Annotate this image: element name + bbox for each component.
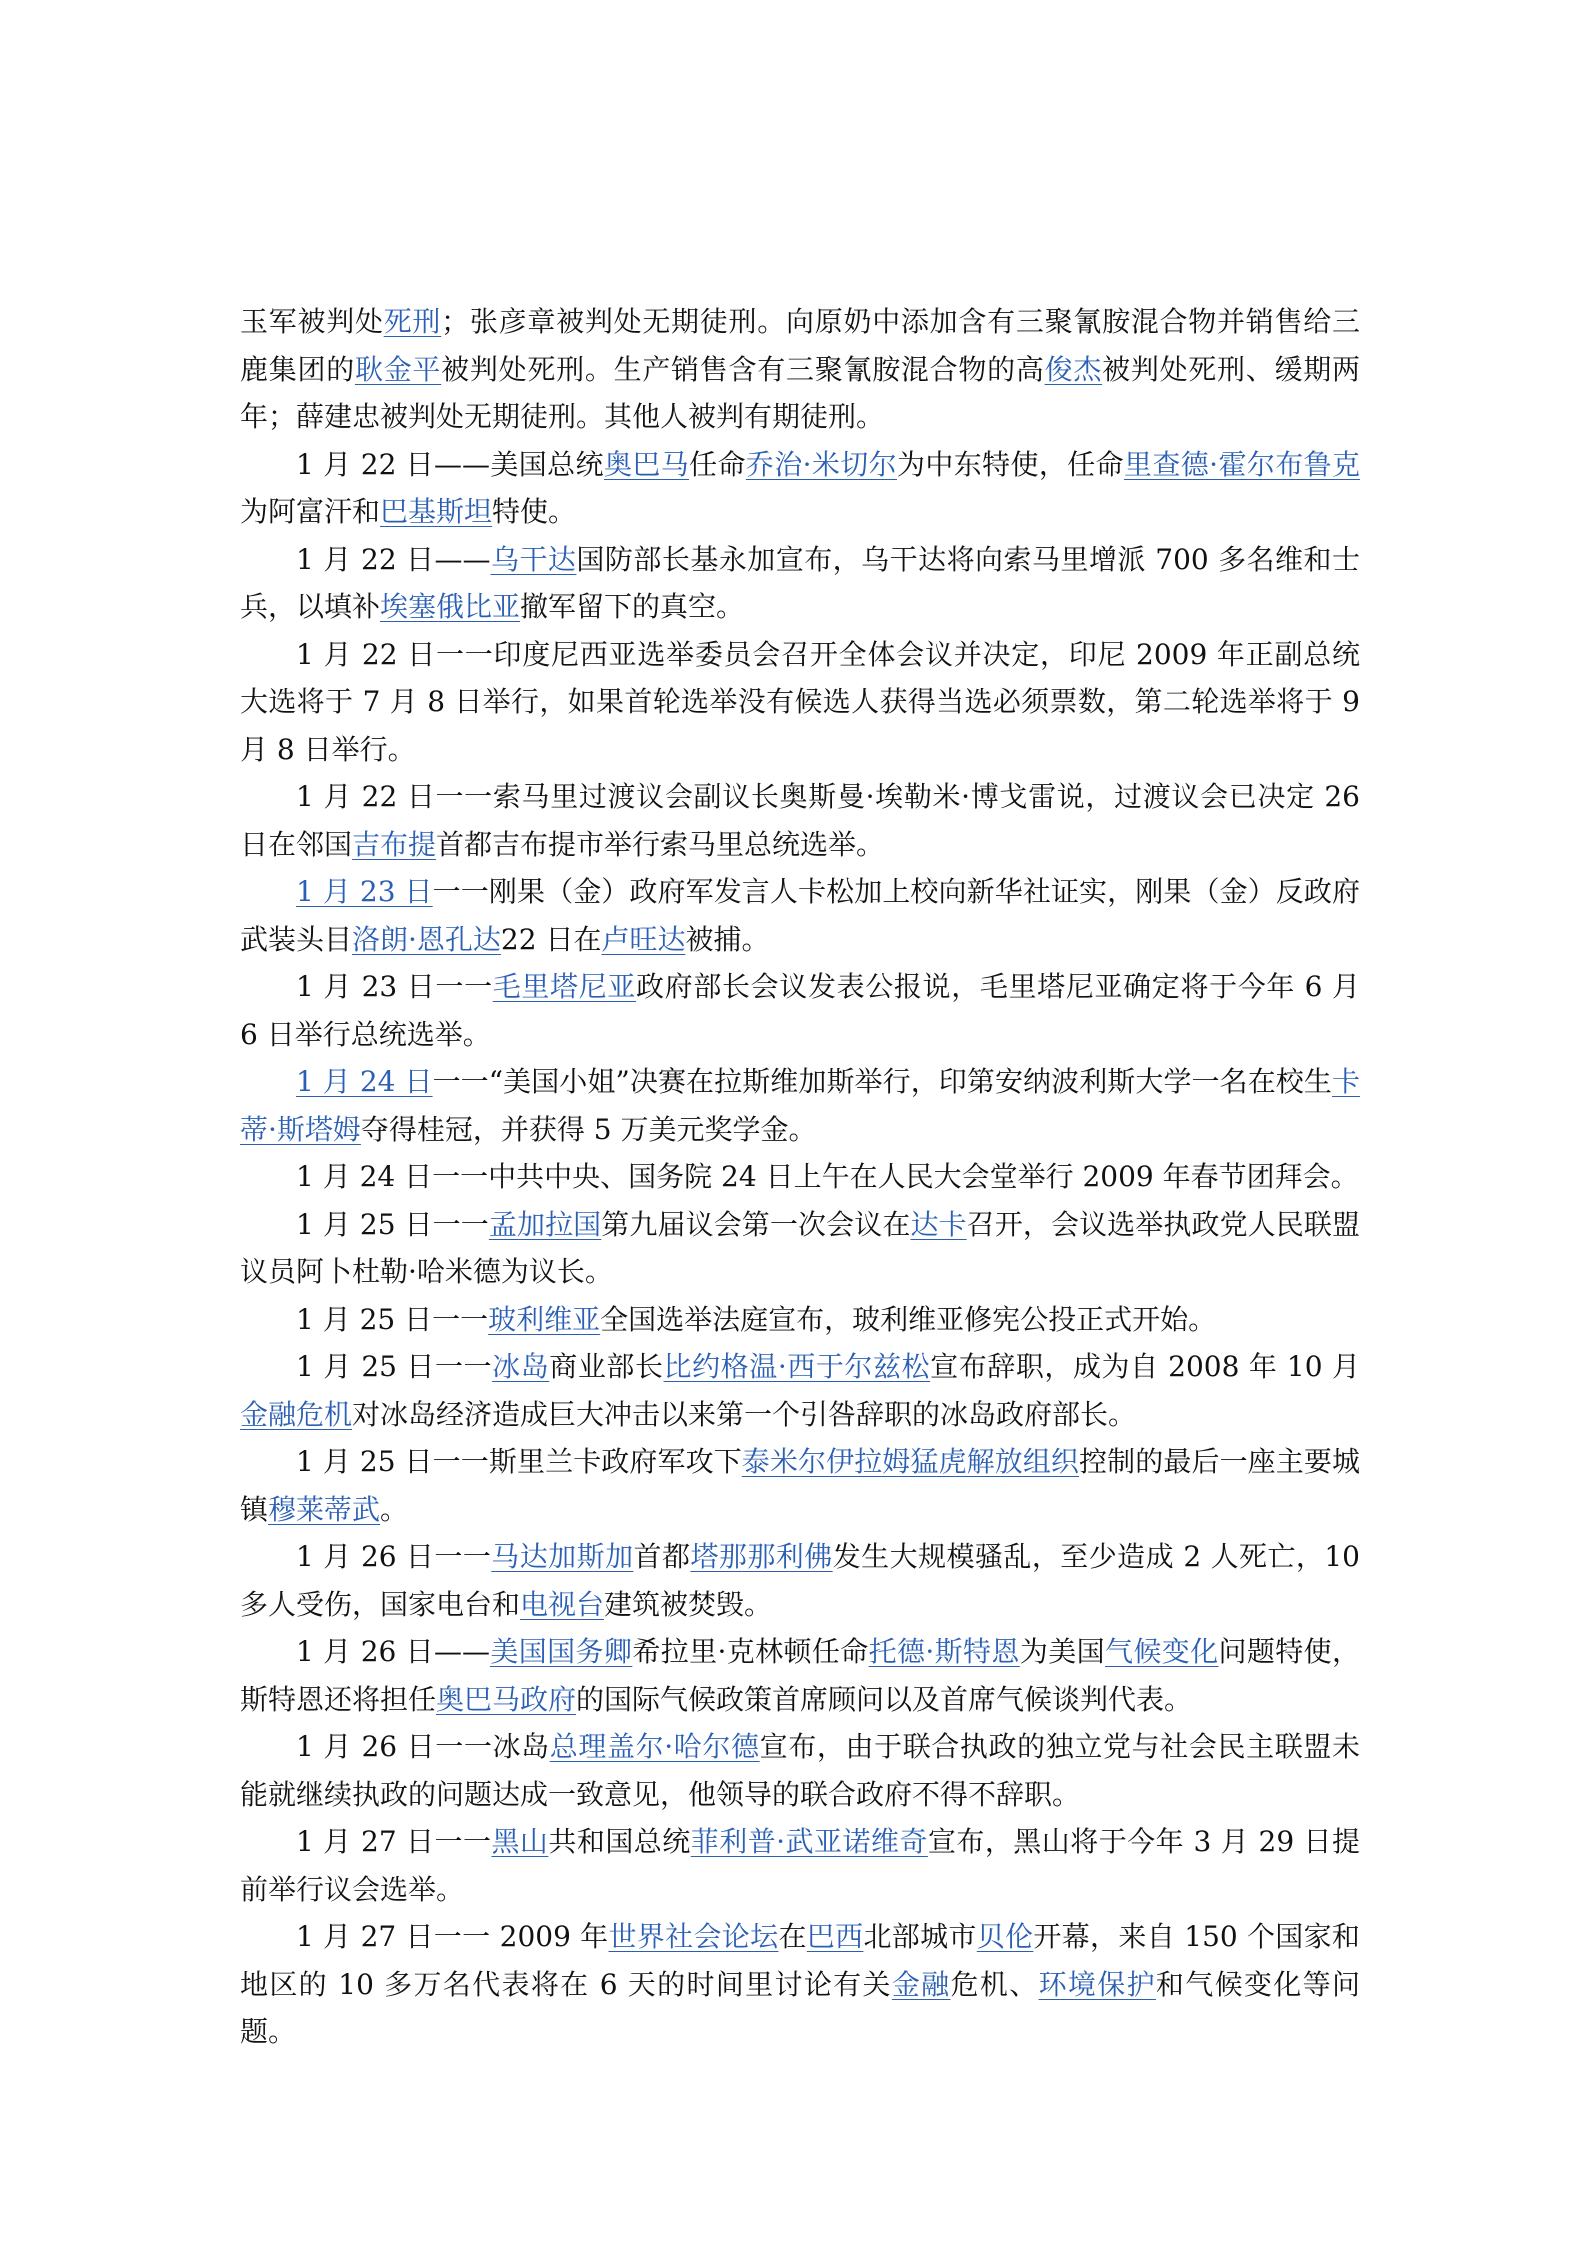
hyperlink[interactable]: 乔治·米切尔: [745, 447, 898, 481]
paragraph-text: 的国际气候政策首席顾问以及首席气候谈判代表。: [576, 1682, 1193, 1716]
paragraph-text: 被判处死刑。生产销售含有三聚氰胺混合物的高: [441, 352, 1045, 386]
paragraph: [240, 1533, 1360, 1628]
paragraph-text: 首都吉布提市举行索马里总统选举。: [436, 827, 885, 861]
hyperlink[interactable]: 比约格温·西于尔兹松: [663, 1350, 931, 1383]
paragraph-text: 1 月 22 日一一索马里过渡议会副议长奥斯曼·埃勒米·博戈雷说，过渡议会已决定 26 日在邻国: [240, 780, 1360, 861]
paragraph: [240, 298, 1360, 441]
hyperlink[interactable]: 孟加拉国: [488, 1207, 602, 1241]
paragraph-text: 1 月 24 日一一中共中央、国务院 24 日上午在人民大会堂举行 2009 年春节团拜会。: [296, 1160, 1359, 1193]
hyperlink[interactable]: 巴基斯坦: [380, 495, 493, 528]
paragraph-text: 希拉里·克林顿任命: [632, 1635, 869, 1668]
paragraph: [240, 631, 1360, 774]
paragraph-text: 宣布辞职，成为自 2008 年 10 月: [930, 1350, 1360, 1383]
paragraph-text: 1 月 22 日——: [296, 542, 491, 576]
hyperlink[interactable]: 托德·斯特恩: [868, 1635, 1020, 1668]
paragraph-text: 全国选举法庭宣布，玻利维亚修宪公投正式开始。: [600, 1302, 1217, 1336]
hyperlink[interactable]: 马达加斯加: [491, 1540, 634, 1573]
paragraph-text: 对冰岛经济造成巨大冲击以来第一个引咎辞职的冰岛政府部长。: [352, 1397, 1137, 1431]
hyperlink[interactable]: 达卡: [910, 1207, 967, 1241]
paragraph-text: 宣布，黑山将于今年 3 月 29 日提前举行议会选举。: [240, 1825, 1360, 1906]
paragraph-text: 商业部长: [549, 1350, 664, 1383]
paragraph-text: 开幕，来自 150 个国家和地区的 10 多万名代表将在 6 天的时间里讨论有关: [240, 1920, 1360, 2001]
paragraph: [240, 868, 1360, 963]
paragraph-text: 22 日在: [500, 922, 602, 956]
hyperlink[interactable]: 玻利维亚: [488, 1302, 601, 1336]
paragraph-text: 一一“美国小姐”决赛在拉斯维加斯举行，印第安纳波利斯大学一名在校生: [432, 1065, 1332, 1098]
hyperlink[interactable]: 巴西: [806, 1920, 864, 1953]
hyperlink[interactable]: 1 月 23 日: [296, 875, 433, 908]
hyperlink[interactable]: 金融: [891, 1967, 951, 2001]
paragraph-text: 1 月 26 日一一: [296, 1540, 492, 1573]
hyperlink[interactable]: 冰岛: [492, 1350, 550, 1383]
paragraph-text: 为中东特使，任命: [897, 447, 1125, 481]
paragraph: [240, 1913, 1360, 2056]
hyperlink[interactable]: 美国国务卿: [490, 1635, 633, 1668]
hyperlink[interactable]: 气候变化: [1104, 1635, 1219, 1668]
paragraph-text: 任命: [689, 447, 746, 481]
paragraph-text: 建筑被焚毁。: [604, 1587, 773, 1621]
paragraph: [240, 1343, 1360, 1438]
hyperlink[interactable]: 菲利普·武亚诺维奇: [690, 1825, 928, 1858]
paragraph: [240, 773, 1360, 868]
paragraph-text: 为阿富汗和: [240, 495, 381, 528]
paragraph: [240, 1628, 1360, 1723]
document-body: [240, 298, 1360, 2056]
paragraph-text: 召开，会议选举执政党人民联盟议员阿卜杜勒·哈米德为议长。: [240, 1207, 1360, 1288]
hyperlink[interactable]: 黑山: [491, 1825, 549, 1858]
paragraph-text: 政府部长会议发表公报说，毛里塔尼亚确定将于今年 6 月 6 日举行总统选举。: [240, 970, 1360, 1051]
paragraph-text: 1 月 25 日一一: [296, 1350, 493, 1383]
hyperlink[interactable]: 1 月 24 日: [296, 1065, 433, 1098]
hyperlink[interactable]: 电视台: [520, 1587, 605, 1621]
paragraph-text: 特使。: [492, 495, 577, 528]
paragraph-text: 和气候变化等问题。: [240, 1967, 1360, 2048]
paragraph-text: 1 月 22 日一一印度尼西亚选举委员会召开全体会议并决定，印尼 2009 年正副总统大选将于 7 月 8 日举行，如果首轮选举没有候选人获得当选必须票数，第二轮选举将于 9 月 8 日举行。: [240, 637, 1360, 766]
hyperlink[interactable]: 世界社会论坛: [608, 1920, 779, 1953]
paragraph-text: 1 月 25 日一一: [296, 1207, 489, 1241]
hyperlink[interactable]: 总理盖尔·哈尔德: [549, 1730, 760, 1763]
paragraph-text: 1 月 27 日一一: [296, 1825, 492, 1858]
paragraph-text: 发生大规模骚乱，至少造成 2 人死亡，10 多人受伤，国家电台和: [240, 1540, 1360, 1621]
hyperlink[interactable]: 金融危机: [240, 1397, 353, 1431]
hyperlink[interactable]: 奥巴马政府: [436, 1682, 577, 1716]
hyperlink[interactable]: 吉布提: [352, 827, 437, 861]
paragraph-text: 第九届议会第一次会议在: [601, 1207, 911, 1241]
paragraph-text: 1 月 25 日一一斯里兰卡政府军攻下: [296, 1445, 742, 1478]
hyperlink[interactable]: 环境保护: [1038, 1967, 1156, 2001]
paragraph-text: 一一刚果（金）政府军发言人卡松加上校向新华社证实，刚果（金）反政府武装头目: [240, 875, 1360, 956]
paragraph: [240, 963, 1360, 1058]
hyperlink[interactable]: 贝伦: [976, 1920, 1034, 1953]
hyperlink[interactable]: 死刑: [383, 305, 442, 338]
paragraph: [240, 536, 1360, 631]
paragraph-text: 1 月 26 日一一冰岛: [296, 1730, 550, 1763]
paragraph-text: 共和国总统: [548, 1825, 691, 1858]
paragraph-text: 宣布，由于联合执政的独立党与社会民主联盟未能就继续执政的问题达成一致意见，他领导的联合政府不得不辞职。: [240, 1730, 1360, 1811]
paragraph-text: 被捕。: [685, 922, 770, 956]
paragraph-text: 为美国: [1019, 1635, 1105, 1668]
paragraph-text: 被判处死刑、缓期两年；薛建忠被判处无期徒刑。其他人被判有期徒刑。: [240, 352, 1360, 433]
paragraph-text: 1 月 27 日一一 2009 年: [296, 1920, 609, 1953]
paragraph-text: 首都: [633, 1540, 691, 1573]
paragraph: [240, 1153, 1360, 1201]
paragraph-text: 1 月 23 日一一: [296, 970, 493, 1003]
paragraph-text: 在: [778, 1920, 807, 1953]
hyperlink[interactable]: 塔那那利佛: [690, 1540, 833, 1573]
paragraph-text: 1 月 25 日一一: [296, 1302, 489, 1336]
hyperlink[interactable]: 卡蒂·斯塔姆: [240, 1065, 1360, 1146]
hyperlink[interactable]: 卢旺达: [601, 922, 686, 956]
paragraph-text: 玉军被判处: [240, 305, 384, 338]
paragraph-text: 国防部长基永加宣布，乌干达将向索马里增派 700 多名维和士兵，以填补: [240, 542, 1360, 623]
paragraph: [240, 1201, 1360, 1296]
paragraph: [240, 1438, 1360, 1533]
hyperlink[interactable]: 毛里塔尼亚: [492, 970, 637, 1003]
paragraph-text: 。: [380, 1492, 409, 1526]
paragraph: [240, 1296, 1360, 1344]
paragraph-text: 撤军留下的真空。: [520, 590, 745, 623]
hyperlink[interactable]: 泰米尔伊拉姆猛虎解放组织: [741, 1445, 1080, 1478]
paragraph-text: 危机、: [950, 1967, 1039, 2001]
paragraph: [240, 1723, 1360, 1818]
hyperlink[interactable]: 埃塞俄比亚: [380, 590, 521, 623]
hyperlink[interactable]: 奥巴马: [603, 447, 690, 481]
paragraph-text: 1 月 26 日——: [296, 1635, 491, 1668]
paragraph-text: 问题特使，斯特恩还将担任: [240, 1635, 1360, 1716]
hyperlink[interactable]: 耿金平: [354, 352, 442, 386]
paragraph-text: 1 月 22 日——美国总统: [296, 447, 604, 481]
paragraph: [240, 1058, 1360, 1153]
hyperlink[interactable]: 乌干达: [490, 542, 577, 576]
hyperlink[interactable]: 俊杰: [1044, 352, 1103, 386]
paragraph-text: 夺得桂冠，并获得 5 万美元奖学金。: [360, 1112, 817, 1146]
paragraph-text: ；张彦章被判处无期徒刑。向原奶中添加含有三聚氰胺混合物并销售给三鹿集团的: [240, 305, 1360, 386]
hyperlink[interactable]: 洛朗·恩孔达: [352, 922, 501, 956]
hyperlink[interactable]: 里查德·霍尔布鲁克: [1124, 447, 1360, 481]
paragraph: [240, 441, 1360, 536]
paragraph-text: 北部城市: [863, 1920, 977, 1953]
paragraph-text: 控制的最后一座主要城镇: [240, 1445, 1360, 1526]
hyperlink[interactable]: 穆莱蒂武: [268, 1492, 381, 1526]
paragraph: [240, 1818, 1360, 1913]
